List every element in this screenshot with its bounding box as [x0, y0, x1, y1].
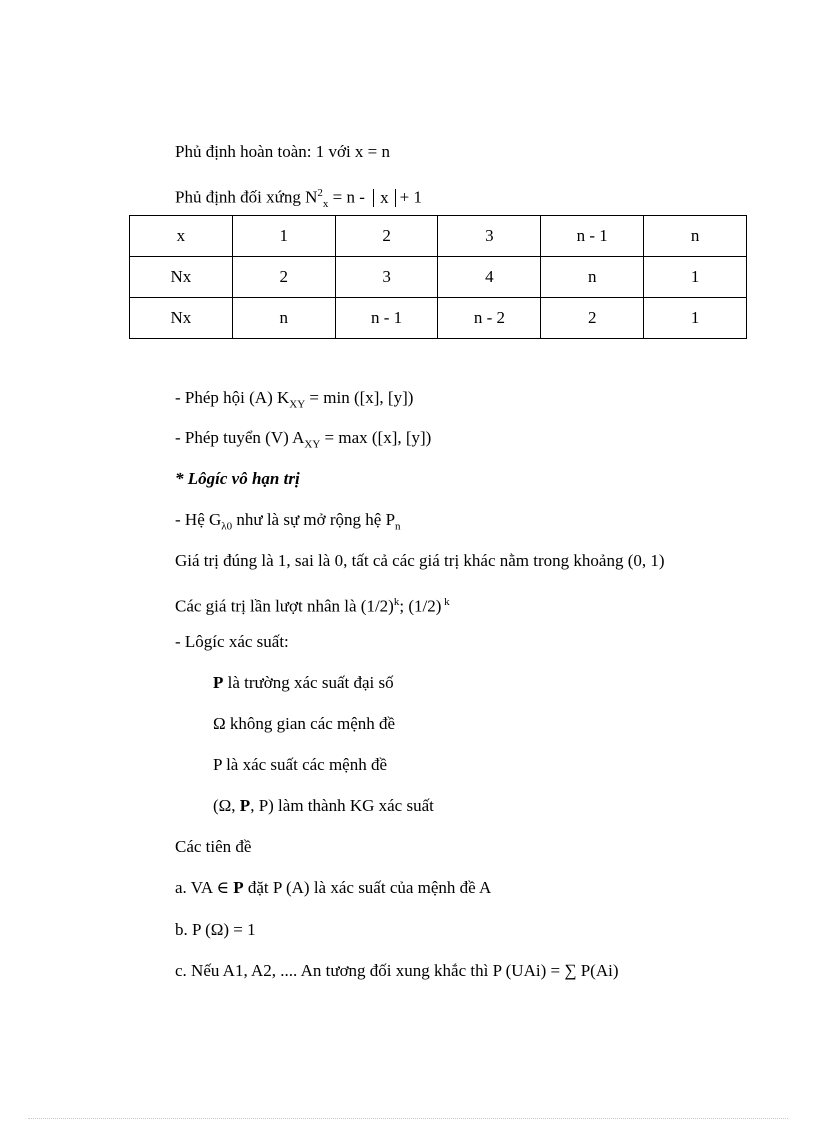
table-cell: n - 1 — [335, 298, 438, 339]
abs-value: x — [373, 189, 396, 207]
table-cell: Nx — [130, 257, 233, 298]
omega-line: Ω không gian các mệnh đề — [213, 714, 396, 733]
system-sub2: n — [395, 520, 401, 533]
table-cell: 3 — [335, 257, 438, 298]
disjunction-line — [175, 427, 431, 455]
and-prefix: - Phép hội (A) K — [175, 388, 290, 407]
system-prefix: - Hệ G — [175, 510, 222, 529]
values-prefix: Các giá trị lần lượt nhân là (1/2) — [175, 596, 394, 616]
values-mid: ; (1/2) — [399, 596, 442, 616]
sym-sup: 2 — [317, 187, 323, 199]
probability-logic-line: - Lôgíc xác suất: — [175, 632, 289, 651]
field-rest: là trường xác suất đại số — [223, 673, 394, 692]
table-cell: 1 — [644, 257, 747, 298]
sym-suffix: + 1 — [399, 187, 422, 207]
table-cell: n — [232, 298, 335, 339]
system-sub: λ0 — [221, 520, 233, 533]
negation-table — [129, 215, 747, 339]
page-divider — [28, 1118, 788, 1119]
kg-post: , P) làm thành KG xác suất — [250, 796, 434, 815]
table-cell: 2 — [232, 257, 335, 298]
field-bold: P — [213, 673, 224, 692]
or-suffix: = max ([x], [y]) — [320, 428, 432, 447]
sym-mid: = n - — [328, 187, 370, 207]
and-suffix: = min ([x], [y]) — [305, 388, 414, 407]
table-cell: 2 — [541, 298, 644, 339]
sym-prefix: Phủ định đối xứng N — [175, 187, 318, 207]
or-prefix: - Phép tuyển (V) A — [175, 428, 305, 447]
field-line — [213, 672, 394, 694]
axioms-line: Các tiên đề — [175, 837, 252, 856]
table-row — [130, 298, 747, 339]
table-cell: 1 — [644, 298, 747, 339]
prob-props-line: P là xác suất các mệnh đề — [213, 755, 388, 774]
table-cell: 3 — [438, 216, 541, 257]
full-negation-line: Phủ định hoàn toàn: 1 với x = n — [175, 142, 391, 161]
or-sub: XY — [304, 438, 321, 451]
table-cell: n — [644, 216, 747, 257]
axiom-a-post: đặt P (A) là xác suất của mệnh đề A — [243, 878, 492, 897]
table-row — [130, 216, 747, 257]
truth-values-line: Giá trị đúng là 1, sai là 0, tất cả các giá trị khác nằm trong khoảng (0, 1) — [175, 551, 665, 570]
table-cell: x — [130, 216, 233, 257]
values-sup2: k — [441, 596, 450, 608]
axiom-a-pre: a. VA ∈ — [175, 878, 234, 897]
table-cell: n — [541, 257, 644, 298]
sym-sub: x — [322, 198, 329, 211]
symmetric-negation-line — [175, 182, 422, 215]
section-heading: * Lôgíc vô hạn trị — [175, 469, 300, 488]
axiom-a-bold: P — [233, 878, 244, 897]
table-cell: Nx — [130, 298, 233, 339]
table-cell: n - 2 — [438, 298, 541, 339]
kg-line — [213, 795, 434, 817]
conjunction-line — [175, 387, 413, 415]
system-line — [175, 509, 401, 537]
table-cell: 1 — [232, 216, 335, 257]
table-row — [130, 257, 747, 298]
kg-bold: P — [239, 796, 251, 815]
system-mid: như là sự mở rộng hệ P — [232, 510, 396, 529]
axiom-a-line — [175, 877, 491, 899]
axiom-b-line: b. P (Ω) = 1 — [175, 920, 256, 939]
kg-pre: (Ω, — [213, 796, 240, 815]
axiom-c-line: c. Nếu A1, A2, .... An tương đối xung khắc thì P (UAi) = ∑ P(Ai) — [175, 961, 619, 980]
values-sup1: k — [393, 596, 400, 608]
table-cell: 4 — [438, 257, 541, 298]
values-line — [175, 591, 450, 618]
table-cell: n - 1 — [541, 216, 644, 257]
table-cell: 2 — [335, 216, 438, 257]
and-sub: XY — [289, 398, 306, 411]
